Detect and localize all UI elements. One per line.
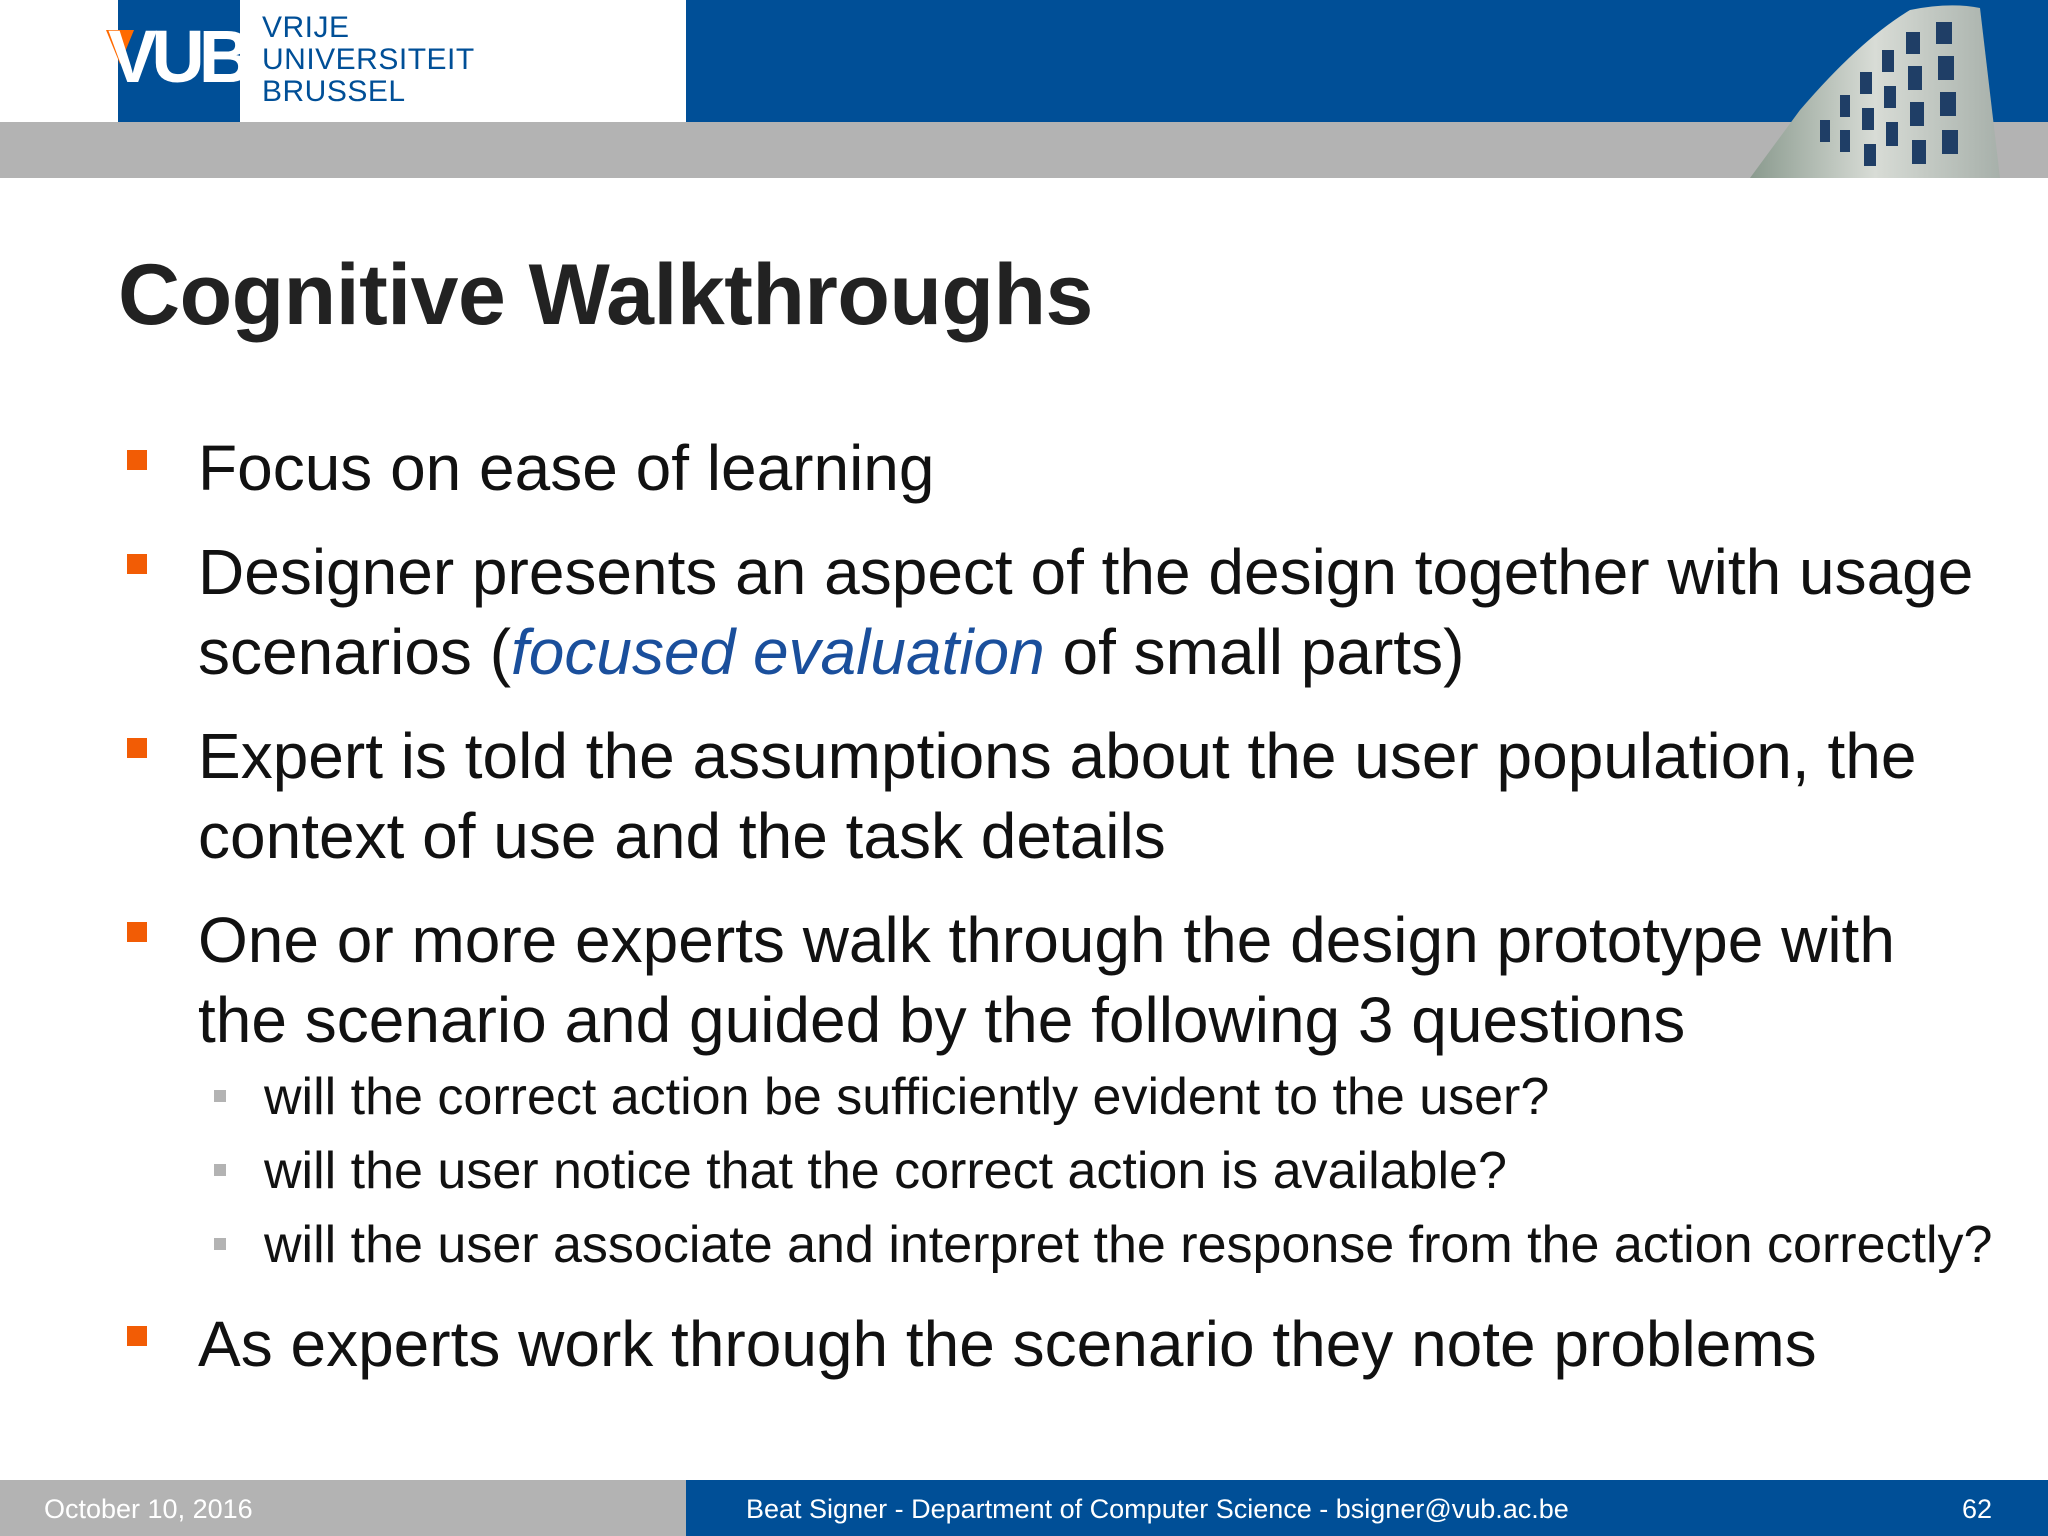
slide-title: Cognitive Walkthroughs <box>118 247 1093 343</box>
square-bullet-icon <box>127 922 147 942</box>
bullet-item <box>118 900 1998 1060</box>
small-square-bullet-icon <box>214 1164 226 1176</box>
bullet-item <box>118 1304 1998 1384</box>
bullet-text: Focus on ease of learning <box>198 432 935 504</box>
bullet-text: Designer presents an aspect of the design together with usage scenarios ( <box>198 536 1974 688</box>
logo-abbr: VUB <box>108 15 247 98</box>
small-square-bullet-icon <box>214 1238 226 1250</box>
bullet-highlight: focused evaluation <box>511 616 1045 688</box>
sub-bullet-item <box>118 1066 1998 1128</box>
sub-bullet-text: will the user notice that the correct action is available? <box>264 1142 1507 1200</box>
sub-bullet-text: will the user associate and interpret the response from the action correctly? <box>264 1216 1993 1274</box>
bullet-item <box>118 716 1998 876</box>
sub-bullet-item <box>118 1214 1998 1276</box>
square-bullet-icon <box>127 554 147 574</box>
logo-line-1: VRIJE <box>262 11 350 44</box>
bullet-text: One or more experts walk through the design prototype with the scenario and guided by the following 3 questions <box>198 904 1895 1056</box>
footer-author: Beat Signer - Department of Computer Science - bsigner@vub.ac.be <box>746 1494 1569 1524</box>
bullet-text: Expert is told the assumptions about the user population, the context of use and the task details <box>198 720 1917 872</box>
vub-logo <box>108 0 247 122</box>
square-bullet-icon <box>127 738 147 758</box>
small-square-bullet-icon <box>214 1090 226 1102</box>
logo-university-name <box>262 12 475 108</box>
bullet-item <box>118 428 1998 508</box>
bullet-text: As experts work through the scenario they note problems <box>198 1308 1817 1380</box>
sub-bullet-list <box>118 1066 1998 1276</box>
bullet-item <box>118 532 1998 692</box>
logo-line-2: UNIVERSITEIT <box>262 43 475 76</box>
building-photo <box>1740 0 2000 178</box>
sub-bullet-item <box>118 1140 1998 1202</box>
square-bullet-icon <box>127 450 147 470</box>
bullet-list <box>118 428 1998 1408</box>
bullet-text-tail: of small parts) <box>1044 616 1465 688</box>
footer-date: October 10, 2016 <box>44 1494 253 1524</box>
sub-bullet-text: will the correct action be sufficiently evident to the user? <box>264 1068 1550 1126</box>
square-bullet-icon <box>127 1326 147 1346</box>
page-number: 62 <box>1962 1494 1993 1524</box>
logo-line-3: BRUSSEL <box>262 75 406 108</box>
